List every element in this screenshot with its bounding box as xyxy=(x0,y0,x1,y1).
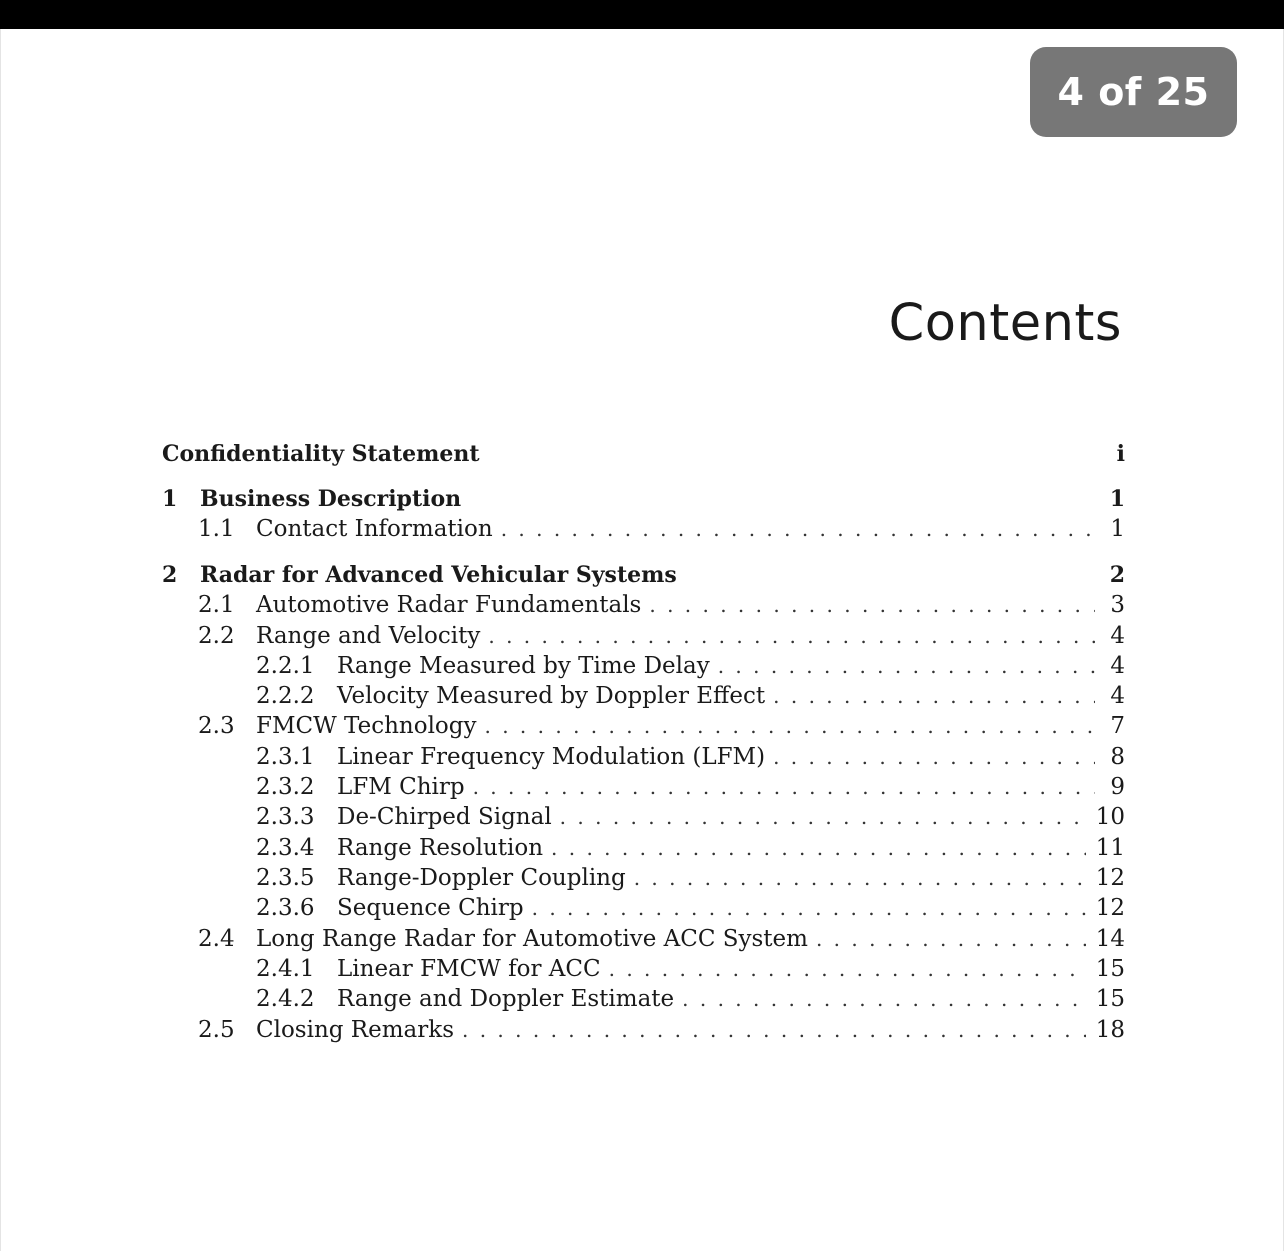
toc-entry-page: 4 xyxy=(1110,653,1125,679)
toc-entry[interactable] xyxy=(256,650,1125,682)
toc-dot-leader xyxy=(816,923,1086,955)
toc-entry-page: 3 xyxy=(1110,592,1125,618)
toc-entry-page: 12 xyxy=(1095,895,1125,921)
toc-entry-number: 2.4.1 xyxy=(256,956,315,982)
toc-dot-leader xyxy=(773,741,1095,773)
toc-dot-leader xyxy=(551,832,1086,864)
toc-entry-title: Range-Doppler Coupling xyxy=(337,865,626,891)
toc-entry-title: Range Resolution xyxy=(337,835,544,861)
toc-entry-page: 8 xyxy=(1110,744,1125,770)
toc-entry-number: 2.2.1 xyxy=(256,653,315,679)
toc-entry-title: Linear Frequency Modulation (LFM) xyxy=(337,744,766,770)
toc-dot-leader xyxy=(649,589,1095,621)
toc-entry-page: i xyxy=(1116,441,1125,467)
toc-entry[interactable] xyxy=(198,620,1125,652)
toc-entry-page: 4 xyxy=(1110,623,1125,649)
toc-entry[interactable] xyxy=(256,741,1125,773)
toc-entry-number: 2.3 xyxy=(198,713,235,739)
toc-entry[interactable] xyxy=(198,710,1125,742)
toc-entry[interactable] xyxy=(162,438,1125,470)
toc-entry-page: 15 xyxy=(1095,956,1125,982)
viewer-top-bar xyxy=(0,0,1284,29)
toc-entry-title: LFM Chirp xyxy=(337,774,465,800)
toc-entry-title: FMCW Technology xyxy=(256,713,477,739)
toc-entry-page: 1 xyxy=(1110,516,1125,542)
toc-entry[interactable] xyxy=(256,953,1125,985)
toc-entry[interactable] xyxy=(256,801,1125,833)
toc-entry-number: 2.1 xyxy=(198,592,235,618)
toc-entry-title: Closing Remarks xyxy=(256,1017,454,1043)
toc-entry-title: De-Chirped Signal xyxy=(337,804,552,830)
toc-entry-title: Automotive Radar Fundamentals xyxy=(256,592,642,618)
toc-entry-page: 4 xyxy=(1110,683,1125,709)
toc-entry-number: 2 xyxy=(162,562,178,588)
toc-entry-page: 7 xyxy=(1110,713,1125,739)
toc-entry-page: 12 xyxy=(1095,865,1125,891)
toc-dot-leader xyxy=(532,892,1086,924)
toc-entry-page: 11 xyxy=(1095,835,1125,861)
page-indicator: 4 of 25 xyxy=(1030,47,1237,137)
toc-dot-leader xyxy=(501,513,1095,545)
toc-entry-number: 2.2 xyxy=(198,623,235,649)
toc-entry-number: 2.3.2 xyxy=(256,774,315,800)
toc-entry-number: 2.4 xyxy=(198,926,235,952)
toc-entry[interactable] xyxy=(198,589,1125,621)
toc-dot-leader xyxy=(488,620,1095,652)
toc-entry[interactable] xyxy=(256,862,1125,894)
toc-entry-page: 10 xyxy=(1095,804,1125,830)
toc-entry-title: Velocity Measured by Doppler Effect xyxy=(337,683,766,709)
toc-entry-title: Range and Doppler Estimate xyxy=(337,986,675,1012)
toc-entry-page: 14 xyxy=(1095,926,1125,952)
toc-entry[interactable] xyxy=(256,680,1125,712)
toc-entry-page: 1 xyxy=(1109,486,1125,512)
toc-entry-page: 2 xyxy=(1109,562,1125,588)
toc-entry-title: Linear FMCW for ACC xyxy=(337,956,601,982)
toc-entry-title: Confidentiality Statement xyxy=(162,441,480,467)
toc-entry[interactable] xyxy=(256,771,1125,803)
toc-entry-number: 2.3.1 xyxy=(256,744,315,770)
toc-entry-number: 2.3.5 xyxy=(256,865,315,891)
document-page[interactable] xyxy=(0,29,1284,1251)
toc-dot-leader xyxy=(682,983,1086,1015)
toc-entry-title: Range Measured by Time Delay xyxy=(337,653,710,679)
toc-entry-number: 2.2.2 xyxy=(256,683,315,709)
toc-entry[interactable] xyxy=(256,832,1125,864)
toc-entry-title: Range and Velocity xyxy=(256,623,481,649)
toc-entry[interactable] xyxy=(162,559,1125,591)
toc-entry-number: 2.3.6 xyxy=(256,895,315,921)
toc-dot-leader xyxy=(718,650,1095,682)
toc-entry[interactable] xyxy=(198,923,1125,955)
toc-entry-number: 2.5 xyxy=(198,1017,235,1043)
toc-entry[interactable] xyxy=(256,892,1125,924)
toc-dot-leader xyxy=(634,862,1086,894)
toc-entry-page: 15 xyxy=(1095,986,1125,1012)
toc-entry-title: Long Range Radar for Automotive ACC System xyxy=(256,926,808,952)
toc-entry-page: 9 xyxy=(1110,774,1125,800)
toc-entry[interactable] xyxy=(162,483,1125,515)
toc-entry[interactable] xyxy=(198,1014,1125,1046)
toc-dot-leader xyxy=(609,953,1086,985)
toc-entry-number: 1.1 xyxy=(198,516,235,542)
toc-dot-leader xyxy=(773,680,1095,712)
contents-heading: Contents xyxy=(888,294,1122,353)
toc-dot-leader xyxy=(462,1014,1086,1046)
toc-dot-leader xyxy=(560,801,1086,833)
toc-entry-number: 1 xyxy=(162,486,178,512)
toc-entry-number: 2.4.2 xyxy=(256,986,315,1012)
toc-entry-number: 2.3.3 xyxy=(256,804,315,830)
toc-entry-title: Radar for Advanced Vehicular Systems xyxy=(200,562,677,588)
toc-entry[interactable] xyxy=(256,983,1125,1015)
toc-dot-leader xyxy=(485,710,1096,742)
toc-entry[interactable] xyxy=(198,513,1125,545)
toc-entry-page: 18 xyxy=(1095,1017,1125,1043)
toc-entry-title: Contact Information xyxy=(256,516,493,542)
toc-entry-number: 2.3.4 xyxy=(256,835,315,861)
toc-entry-title: Sequence Chirp xyxy=(337,895,524,921)
toc-entry-title: Business Description xyxy=(200,486,462,512)
toc-dot-leader xyxy=(473,771,1095,803)
